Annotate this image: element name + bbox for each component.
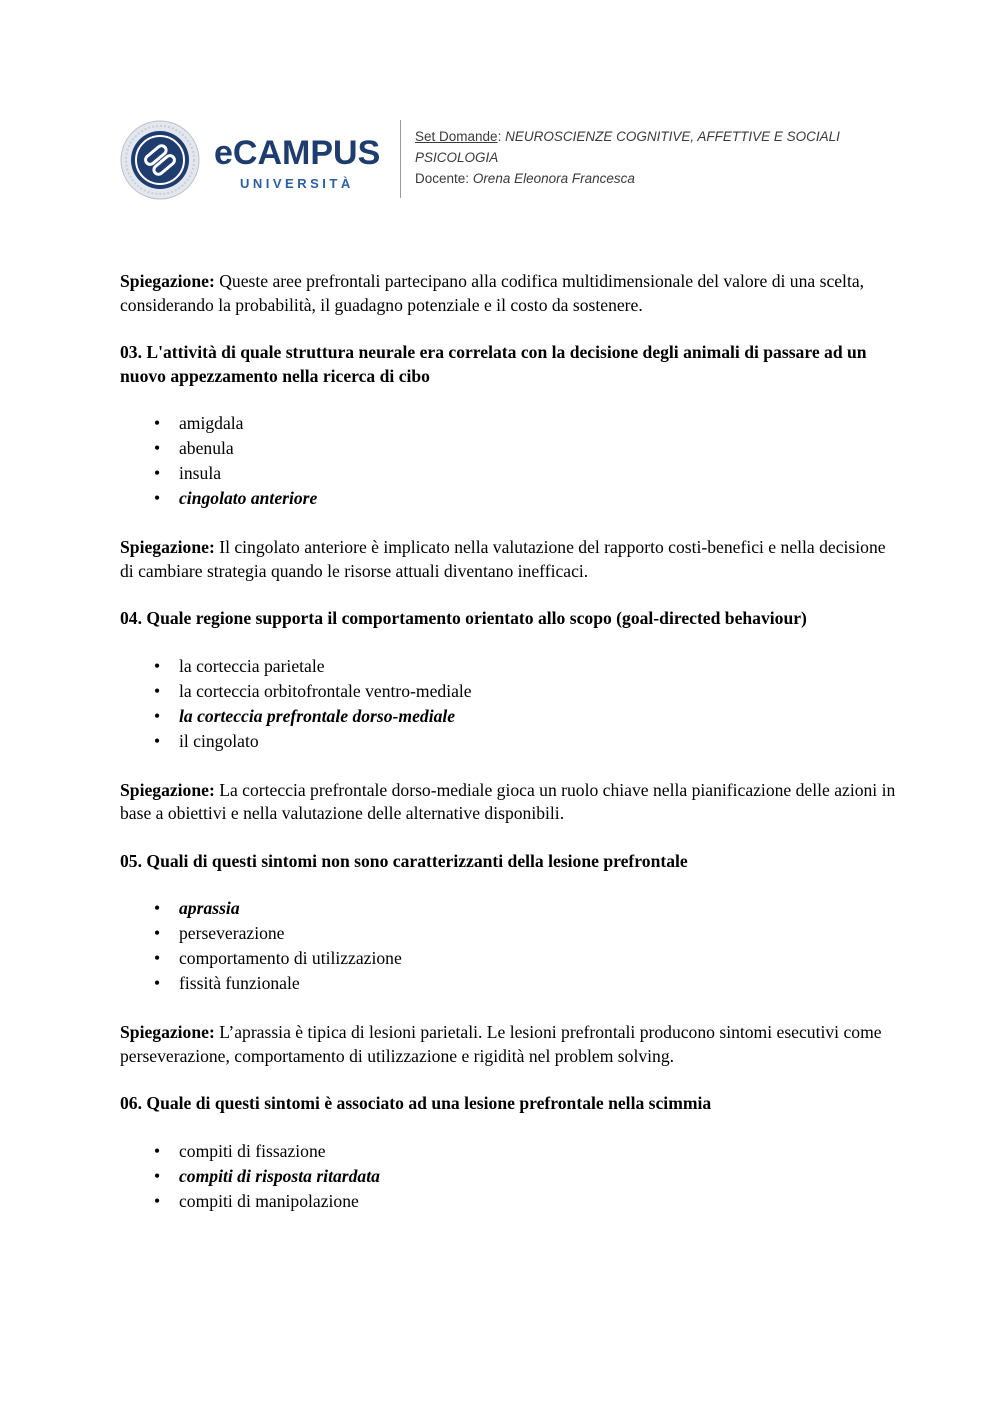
- teacher-name: Orena Eleonora Francesca: [472, 171, 635, 186]
- option-item: [120, 1190, 900, 1215]
- teacher-label: Docente:: [415, 171, 470, 186]
- bullet: •: [154, 463, 161, 483]
- option-list: [120, 1140, 900, 1215]
- bullet: •: [154, 1165, 161, 1186]
- option-text: comportamento di utilizzazione: [179, 948, 402, 968]
- explanation-text: L’aprassia è tipica di lesioni parietali. Le lesioni prefrontali producono sintomi esecutivi come perseverazione, comportamento di utilizzazione e rigidità nel problem solving.: [120, 1022, 882, 1066]
- bullet: •: [154, 948, 161, 968]
- teacher-line: [415, 168, 895, 189]
- option-item: [120, 972, 900, 997]
- bullet: •: [154, 923, 161, 943]
- set-value: NEUROSCIENZE COGNITIVE, AFFETTIVE E SOCIALI: [505, 129, 840, 144]
- question-explanation: [120, 779, 900, 826]
- set-line: Set Domande: NEUROSCIENZE COGNITIVE, AFFETTIVE E SOCIALI: [415, 129, 840, 144]
- option-item: [120, 922, 900, 947]
- question-title: 04. Quale regione supporta il comportamento orientato allo scopo (goal-directed behaviour): [120, 608, 807, 628]
- option-item: [120, 655, 900, 680]
- explanation-label: Spiegazione:: [120, 779, 215, 800]
- wordmark-subtitle: UNIVERSITÀ: [240, 176, 354, 191]
- option-item: [120, 412, 900, 437]
- option-item: [120, 462, 900, 487]
- question-explanation: [120, 1021, 900, 1068]
- option-text: compiti di fissazione: [179, 1140, 326, 1161]
- correct-option-item: [120, 897, 900, 922]
- option-item: [120, 730, 900, 755]
- bullet: •: [154, 1140, 161, 1161]
- page-header: [120, 118, 900, 202]
- question-explanation: [120, 536, 900, 583]
- option-text: la corteccia parietale: [179, 655, 325, 676]
- bullet: •: [154, 973, 161, 993]
- bullet: •: [154, 438, 161, 458]
- document-body: [120, 270, 900, 1239]
- option-item: [120, 680, 900, 705]
- explanation-label: Spiegazione:: [120, 1022, 215, 1042]
- explanation-label: Spiegazione:: [120, 271, 215, 291]
- option-item: [120, 1140, 900, 1165]
- bullet: •: [154, 413, 161, 433]
- option-text: insula: [179, 463, 222, 483]
- option-text: compiti di manipolazione: [179, 1190, 359, 1211]
- set-label: Set Domande: [415, 129, 498, 144]
- explanation-text: Queste aree prefrontali partecipano alla codifica multidimensionale del valore di una scelta, considerando la probabilità, il guadagno potenziale e il costo da sostenere.: [120, 271, 865, 315]
- course-name: PSICOLOGIA: [415, 150, 499, 165]
- bullet: •: [154, 730, 161, 751]
- intro-explanation: [120, 270, 900, 317]
- bullet: •: [154, 898, 161, 918]
- option-text: perseverazione: [179, 923, 285, 943]
- correct-option-item: [120, 1165, 900, 1190]
- explanation-text: Il cingolato anteriore è implicato nella valutazione del rapporto costi-benefici e nella decisione di cambiare strategia quando le risorse attuali diventano inefficaci.: [120, 537, 886, 581]
- correct-option-item: [120, 487, 900, 512]
- option-text: fissità funzionale: [179, 973, 300, 993]
- option-item: [120, 437, 900, 462]
- option-text: la corteccia prefrontale dorso-mediale: [179, 705, 456, 726]
- bullet: •: [154, 488, 161, 508]
- question-title: 06. Quale di questi sintomi è associato ad una lesione prefrontale nella scimmia: [120, 1093, 712, 1113]
- option-text: la corteccia orbitofrontale ventro-mediale: [179, 680, 472, 701]
- ecampus-seal-logo: [120, 120, 200, 200]
- option-text: compiti di risposta ritardata: [179, 1165, 380, 1186]
- bullet: •: [154, 1190, 161, 1211]
- option-text: amigdala: [179, 413, 244, 433]
- explanation-text: La corteccia prefrontale dorso-mediale gioca un ruolo chiave nella pianificazione delle azioni in base a obiettivi e nella valutazione delle alternative disponibili.: [120, 779, 896, 823]
- option-list: [120, 897, 900, 997]
- ecampus-wordmark: [214, 136, 390, 194]
- option-item: [120, 947, 900, 972]
- option-list: [120, 655, 900, 755]
- bullet: •: [154, 680, 161, 701]
- bullet: •: [154, 655, 161, 676]
- option-list: [120, 412, 900, 512]
- option-text: abenula: [179, 438, 234, 458]
- correct-option-item: [120, 705, 900, 730]
- bullet: •: [154, 705, 161, 726]
- option-text: cingolato anteriore: [179, 488, 318, 508]
- explanation-label: Spiegazione:: [120, 537, 215, 557]
- wordmark-text: eCAMPUS: [214, 134, 381, 172]
- option-text: il cingolato: [179, 730, 259, 751]
- header-info: [415, 126, 895, 189]
- question-title: 03. L'attività di quale struttura neurale era correlata con la decisione degli animali di passare ad un nuovo appezzamento nella ricerca di cibo: [120, 342, 867, 386]
- question-title: 05. Quali di questi sintomi non sono caratterizzanti della lesione prefrontale: [120, 850, 688, 871]
- option-text: aprassia: [179, 898, 240, 918]
- header-divider: [400, 120, 401, 198]
